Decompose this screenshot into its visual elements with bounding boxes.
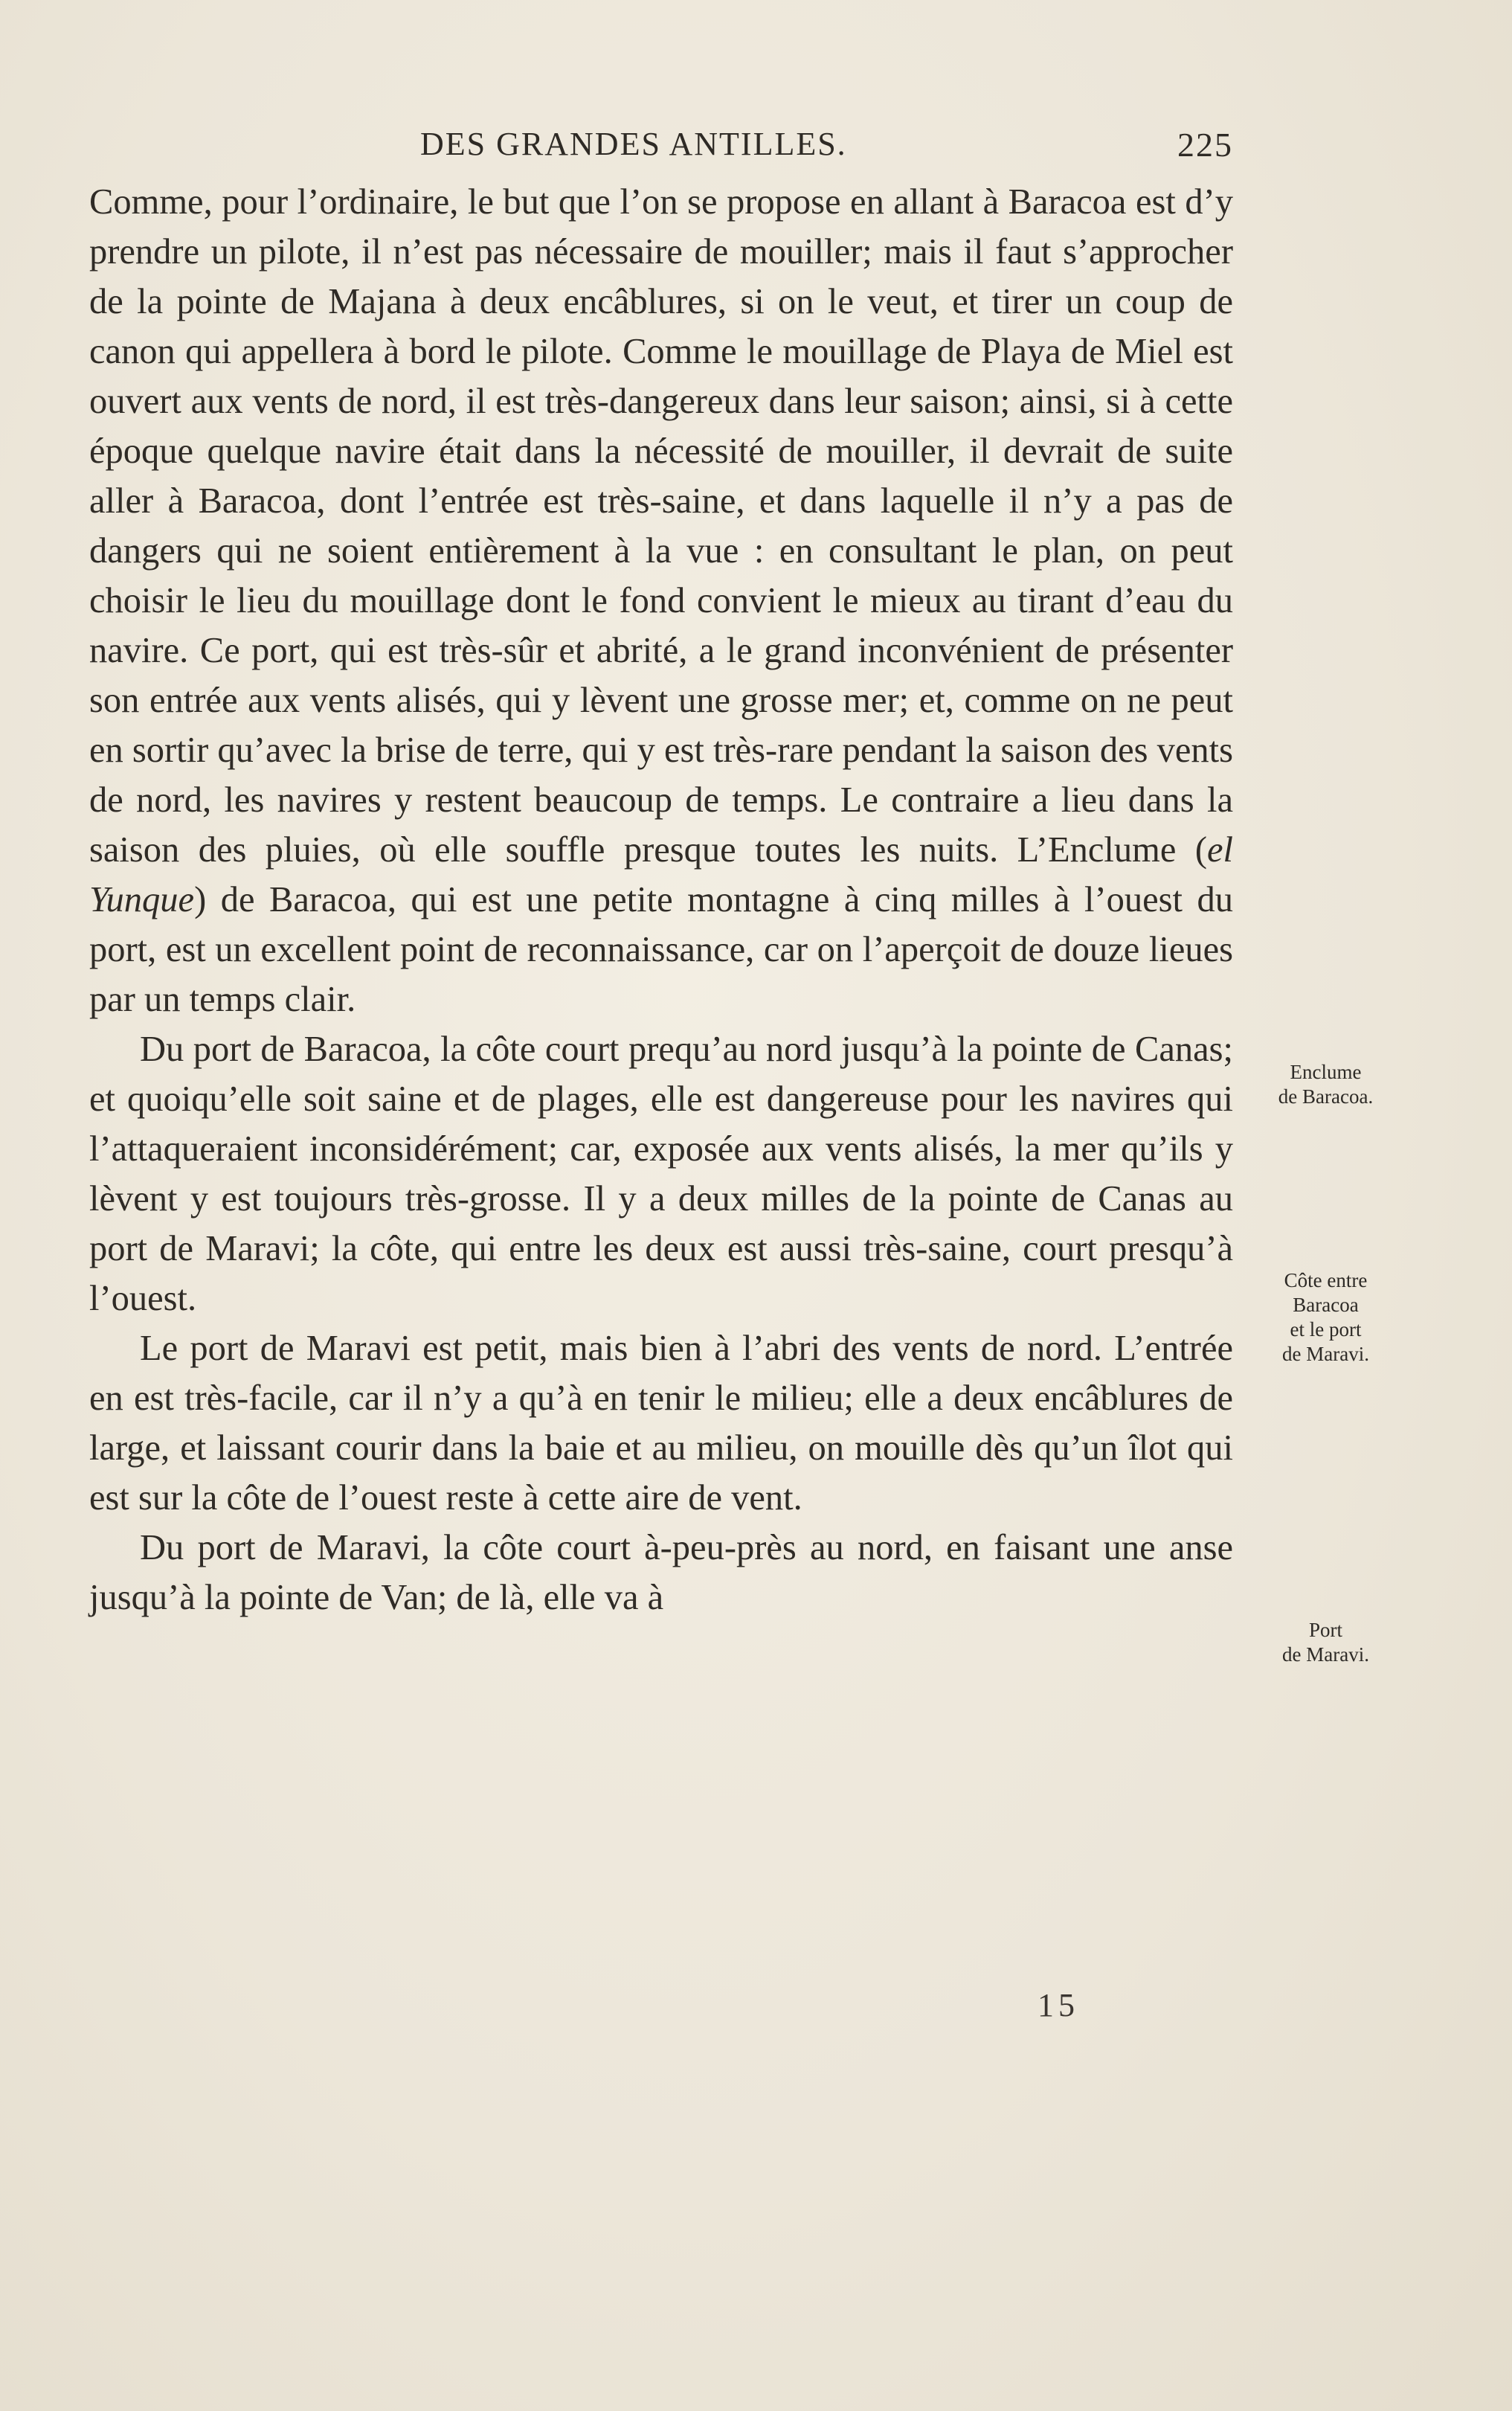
margin-note-line: Port: [1308, 1619, 1342, 1641]
running-title: DES GRANDES ANTILLES.: [420, 126, 847, 162]
margin-note-line: Enclume: [1290, 1061, 1362, 1083]
paragraph-port-maravi: Le port de Maravi est petit, mais bien à l’abri des vents de nord. L’entrée en est très-facile, car il n’y a qu’à en tenir le milieu; elle a deux encâblures de large, et laissant courir dans la baie et au milieu, on mouille dès qu’un îlot qui est sur la côte de l’ouest reste à cette aire de vent.: [89, 1329, 1233, 1518]
page-number: 225: [1177, 126, 1233, 164]
body-text: [89, 177, 1233, 1622]
margin-note-line: de Maravi.: [1282, 1643, 1369, 1666]
margin-note-line: de Maravi.: [1282, 1343, 1369, 1365]
running-head: [89, 125, 1233, 170]
margin-note-line: Baracoa: [1293, 1294, 1359, 1316]
italic-term: el Yunque: [89, 830, 1233, 919]
margin-note-enclume: [1246, 1060, 1406, 1109]
paragraph-text: ) de Baracoa, qui est une petite montagne à cinq milles à l’ouest du port, est un excellent point de reconnaissance, car on l’aperçoit de douze lieues par un temps clair.: [89, 880, 1233, 1019]
margin-note-cote: [1246, 1268, 1406, 1367]
margin-note-port-maravi: [1246, 1618, 1406, 1667]
signature-mark: 15: [1038, 1987, 1079, 2023]
margin-note-line: Côte entre: [1284, 1269, 1368, 1291]
margin-note-line: de Baracoa.: [1278, 1085, 1374, 1108]
paragraph-pointe-van: Du port de Maravi, la côte court à-peu-près au nord, en faisant une anse jusqu’à la pointe de Van; de là, elle va à: [89, 1528, 1233, 1617]
margin-note-line: et le port: [1290, 1318, 1362, 1341]
paragraph-text: Comme, pour l’ordinaire, le but que l’on se propose en allant à Baracoa est d’y prendre un pilote, il n’est pas nécessaire de mouiller; mais il faut s’approcher de la pointe de Majana à deux encâblures, si on le veut, et tirer un coup de canon qui appellera à bord le pilote. Comme le mouillage de Playa de Miel est ouvert aux vents de nord, il est très-dangereux dans leur saison; ainsi, si à cette époque quelque navire était dans la nécessité de mouiller, il devrait de suite aller à Baracoa, dont l’entrée est très-saine, et dans laquelle il n’y a pas de dangers qui ne soient entièrement à la vue : en consultant le plan, on peut choisir le lieu du mouillage dont le fond convient le mieux au tirant d’eau du navire. Ce port, qui est très-sûr et abrité, a le grand inconvénient de présenter son entrée aux vents alisés, qui y lèvent une grosse mer; et, comme on ne peut en sortir qu’avec la brise de terre, qui y est très-rare pendant la saison des vents de nord, les navires y restent beaucoup de temps. Le contraire a lieu dans la saison des pluies, où elle souffle presque toutes les nuits. L’Enclume (: [89, 182, 1233, 870]
paragraph-playa-de-miel: [89, 177, 1233, 1024]
paragraph-baracoa-coast: Du port de Baracoa, la côte court prequ’au nord jusqu’à la pointe de Canas; et quoiqu’elle soit saine et de plages, elle est dangereuse pour les navires qui l’attaqueraient inconsidérément; car, exposée aux vents alisés, la mer qu’ils y lèvent y est toujours très-grosse. Il y a deux milles de la pointe de Canas au port de Maravi; la côte, qui entre les deux est aussi très-saine, court presqu’à l’ouest.: [89, 1030, 1233, 1318]
